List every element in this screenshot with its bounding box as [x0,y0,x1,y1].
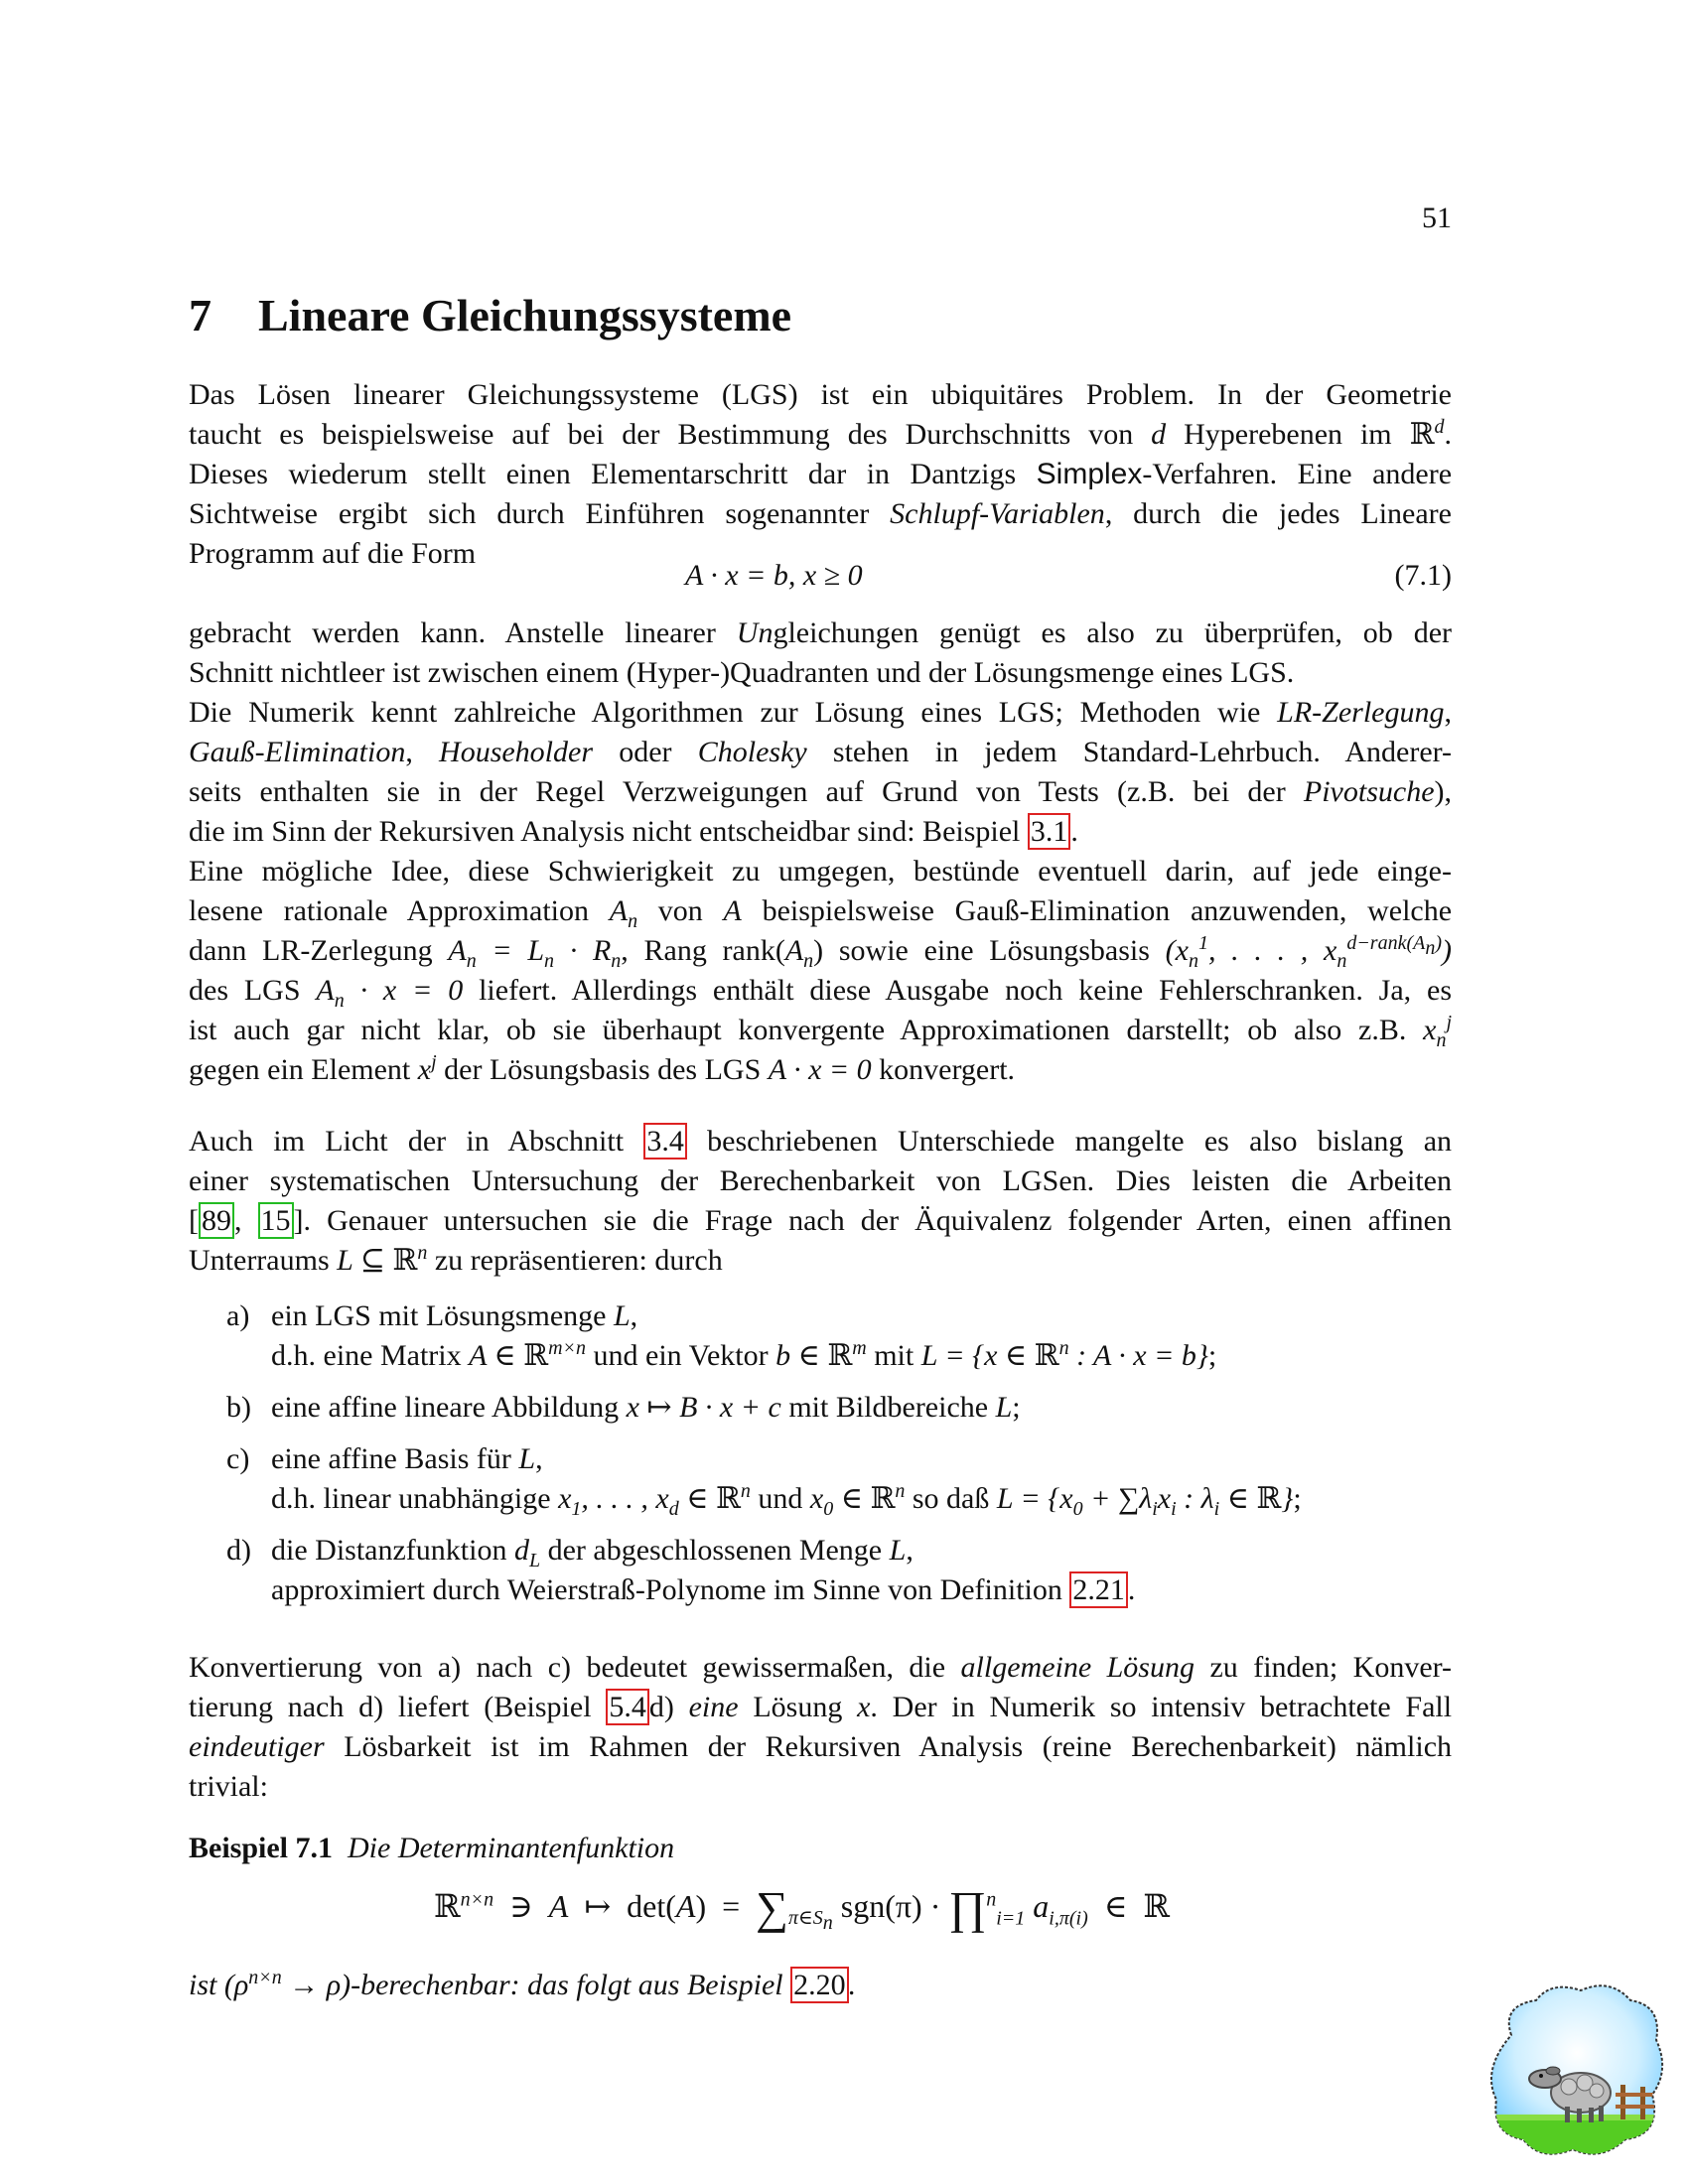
item-b-label: b) [226,1391,251,1424]
p2-line-9: dann LR-Zerlegung $A_n = L_n \cdot R_n$, Rang $rank(A_n)$ sowie eine Lösungsbasis ($x_n^1$, . . . , $x_n^{d-rank(A_n)}$) [189,932,1453,972]
ref-abschnitt-3-4[interactable]: 3.4 [643,1123,687,1160]
p3-line-3: [ 89 , 15 ]. Genauer untersuchen sie die Frage nach der Äquivalenz folgender Arten, einen affinen [189,1204,1453,1237]
ref-definition-2-21[interactable]: 2.21 [1069,1571,1128,1608]
equation-number: (7.1) [1394,559,1452,592]
list-item-d [226,1531,1458,1610]
p2-line-2: Schnitt nichtleer ist zwischen einem (Hyper-)Quadranten und der Lösungsmenge eines LGS. [189,656,1295,689]
beispiel-7-1-heading [189,1829,674,1868]
item-a-line-1: ein LGS mit Lösungsmenge L, [271,1299,638,1332]
p4-line-1: Konvertierung von a) nach c) bedeutet gewissermaßen, die allgemeine Lösung zu finden; Konver- [189,1651,1453,1684]
equation-body: A · x = b, x ≥ 0 [685,559,863,592]
p4-line-3: eindeutiger Lösbarkeit ist im Rahmen der Rekursiven Analysis (reine Berechenbarkeit) nämlich [189,1730,1453,1763]
item-d-line-1: die Distanzfunktion $d_L$ der abgeschlossenen Menge L, [271,1534,914,1571]
chapter-title: Lineare Gleichungssysteme [258,290,792,341]
paragraph-4 [189,1648,1452,1807]
p2-line-12: gegen ein Element $x^j$ der Lösungsbasis des LGS A · x = 0 konvergert. [189,1051,1016,1086]
p2-line-11: ist auch gar nicht klar, ob sie überhaupt konvergente Approximationen darstellt; ob also z.B. $x_n^j$ [189,1012,1453,1051]
chapter-number: 7 [189,290,211,341]
p4-line-2: tierung nach d) liefert (Beispiel 5.4 d) eine Lösung x. Der in Numerik so intensiv betrachtete Fall [189,1691,1453,1723]
simplex-term: Simplex [1036,458,1143,490]
list-item-c [226,1439,1458,1519]
intro-line-5: Programm auf die Form [189,537,477,570]
item-b-line-1: eine affine lineare Abbildung x ↦ B · x + c mit Bildbereiche L; [271,1391,1021,1424]
item-c-label: c) [226,1442,250,1475]
item-a-label: a) [226,1299,250,1332]
determinant-formula: ℝ$^{n\times n}$ ∋ A ↦ $\det(A) = \sum_{\pi\in S_n}$ sgn(π) · ∏$^n_{i=1}$ $a_{i,\pi(i)}$ ∈ ℝ [434,1882,1171,1935]
p2-line-8: lesene rationale Approximation $A_n$ von A beispielsweise Gauß-Elimination anzuwenden, welche [189,894,1453,932]
intro-paragraph [189,375,1452,574]
p2-line-4: Gauß-Elimination, Householder oder Cholesky stehen in jedem Standard-Lehrbuch. Anderer- [189,736,1453,768]
paragraph-2 [189,614,1452,1090]
sheep-logo-icon [1481,1976,1670,2164]
item-d-line-2: approximiert durch Weierstraß-Polynome im Sinne von Definition 2.21 . [271,1573,1136,1606]
p3-line-4: Unterraums L ⊆ ℝ$^n$ zu repräsentieren: durch [189,1242,723,1277]
beispiel-7-1-statement: ist ($\rho^{n\times n}$ → ρ)-berechenbar: das folgt aus Beispiel 2.20 . [189,1967,857,2001]
ref-beispiel-2-20[interactable]: 2.20 [790,1967,849,2003]
intro-line-1: Das Lösen linearer Gleichungssysteme (LGS) ist ein ubiquitäres Problem. In der Geometrie [189,378,1452,411]
item-d-label: d) [226,1534,251,1567]
sheep-logo-graphic [1481,1976,1670,2164]
p2-line-7: Eine mögliche Idee, diese Schwierigkeit zu umgegen, bestünde eventuell darin, auf jede einge- [189,855,1452,887]
p4-line-4: trivial: [189,1770,268,1803]
beispiel-label: Beispiel 7.1 [189,1832,334,1864]
p2-line-1: gebracht werden kann. Anstelle linearer Ungleichungen genügt es also zu überprüfen, ob der [189,616,1453,649]
item-c-line-1: eine affine Basis für L, [271,1442,543,1475]
cite-89[interactable]: 89 [199,1202,234,1239]
intro-line-3: Dieses wiederum stellt einen Elementarschritt dar in Dantzigs Simplex-Verfahren. Eine andere [189,458,1453,490]
intro-line-2: taucht es beispielsweise auf bei der Bestimmung des Durchschnitts von d Hyperebenen im ℝ$^d$. [189,416,1453,451]
list-item-a [226,1297,1458,1376]
intro-line-4: Sichtweise ergibt sich durch Einführen sogenannter Schlupf-Variablen, durch die jedes Lineare [189,497,1452,530]
ref-beispiel-3-1[interactable]: 3.1 [1028,813,1071,850]
beispiel-title: Die Determinantenfunktion [348,1832,675,1864]
chapter-heading [189,288,791,343]
paragraph-3 [189,1122,1452,1281]
p2-line-6: die im Sinn der Rekursiven Analysis nicht entscheidbar sind: Beispiel 3.1 . [189,815,1078,848]
item-c-line-2: d.h. linear unabhängige $x_1$, . . . , $x_d$ ∈ ℝ$^n$ und $x_0$ ∈ ℝ$^n$ so daß $L = \{x_0 + \sum\lambda_ix_i$ : $\lambda_i$ ∈ ℝ}; [271,1480,1302,1520]
ref-beispiel-5-4[interactable]: 5.4 [606,1689,649,1725]
list-item-b [226,1388,1458,1428]
p2-line-5: seits enthalten sie in der Regel Verzweigungen auf Grund von Tests (z.B. bei der Pivotsuche), [189,775,1453,808]
cite-15[interactable]: 15 [258,1202,294,1239]
p2-line-10: des LGS $A_n \cdot x = 0$ liefert. Allerdings enthält diese Ausgabe noch keine Fehlerschranken. Ja, es [189,974,1453,1012]
item-a-line-2: d.h. eine Matrix A ∈ ℝ$^{m\times n}$ und ein Vektor b ∈ ℝ$^m$ mit L = {x ∈ ℝ$^n$ : A · x = b}; [271,1337,1217,1372]
equation-7-1 [189,556,1452,596]
page-number: 51 [1422,202,1452,234]
p2-line-3: Die Numerik kennt zahlreiche Algorithmen zur Lösung eines LGS; Methoden wie LR-Zerlegung, [189,696,1452,729]
p3-line-2: einer systematischen Untersuchung der Berechenbarkeit von LGSen. Dies leisten die Arbeiten [189,1164,1452,1197]
p3-line-1: Auch im Licht der in Abschnitt 3.4 beschriebenen Unterschiede mangelte es also bislang an [189,1125,1453,1158]
